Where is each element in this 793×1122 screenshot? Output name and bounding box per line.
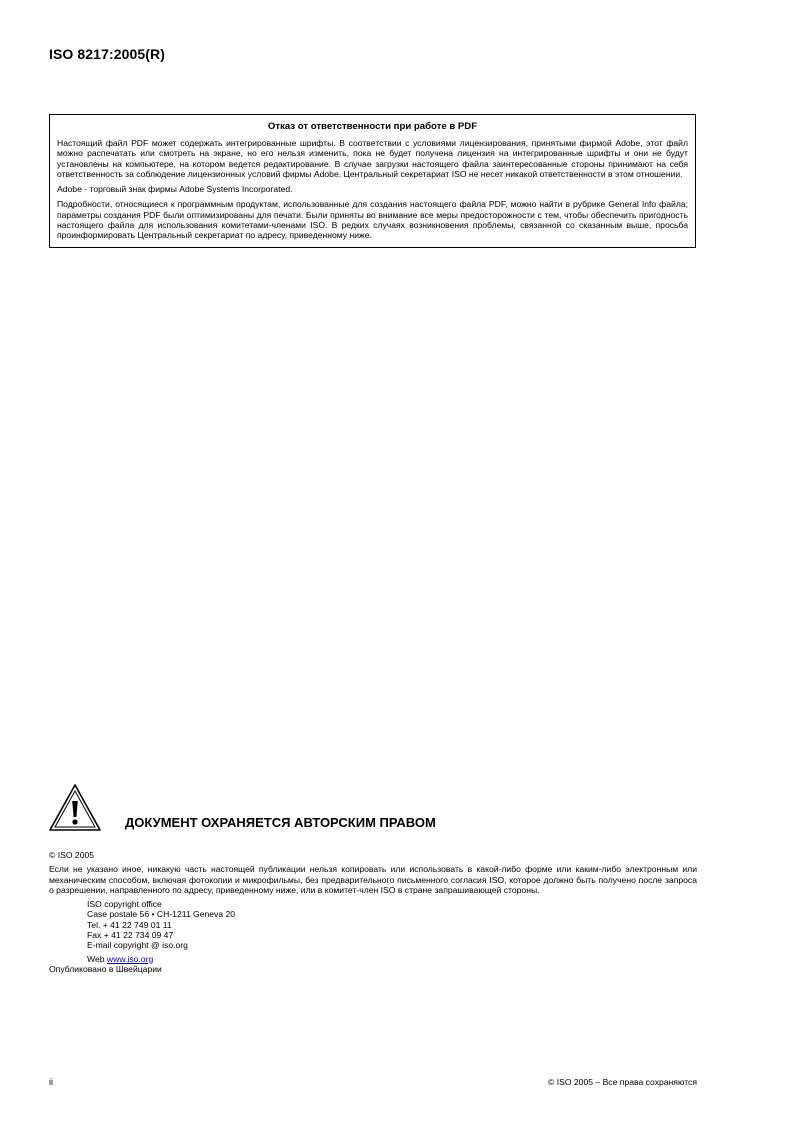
disclaimer-paragraph-details: Подробности, относящиеся к программным продуктам, использованные для создания настоящего файла PDF, можно найти в рубрике General Info файла; параметры создания PDF были оптимизированы для печати. Были приняты во внимание все меры предосторожности с тем, чтобы обеспечить пригодность настоящего файла для использования комитетами-членами ISO. В редких случаях возникновения проблемы, связанной со сказанным выше, просьба проинформировать Центральный секретариат по адресу, приведенному ниже. <box>57 199 688 241</box>
iso-address <box>87 899 697 964</box>
copyright-notice: © ISO 2005 <box>49 850 95 860</box>
disclaimer-paragraph-trademark: Adobe - торговый знак фирмы Adobe Systems Incorporated. <box>57 184 293 195</box>
address-postal: Case postale 56 • CH-1211 Geneva 20 <box>87 909 236 920</box>
pdf-disclaimer-box <box>49 114 696 248</box>
address-fax: Fax + 41 22 734 09 47 <box>87 930 174 941</box>
warning-triangle-icon <box>49 784 101 832</box>
address-tel: Tel. + 41 22 749 01 11 <box>87 919 172 930</box>
disclaimer-title: Отказ от ответственности при работе в PDF <box>267 121 478 132</box>
copyright-body: Если не указано иное, никакую часть настоящей публикации нельзя копировать или использовать в какой-либо форме или каким-либо электронным или механическим способом, включая фотокопии и микрофильмы, без предварительного письменного согласия ISO, которое должно быть получено после запроса о разрешении, направленного по адресу, приведенному ниже, или в комитет-член ISO в стране запрашивающей стороны. <box>49 864 697 895</box>
address-web <box>87 954 697 964</box>
copyright-section <box>49 850 697 974</box>
footer-rights: © ISO 2005 – Все права сохраняются <box>547 1077 697 1087</box>
disclaimer-paragraph-fonts: Настоящий файл PDF может содержать интегрированные шрифты. В соответствии с условиями лицензирования, принятыми фирмой Adobe, этот файл можно распечатать или смотреть на экране, но его нельзя изменить, пока не будет получена лицензия на интегрированные шрифты и они не будут установлены на компьютере, на котором ведется редактирование. В случае загрузки настоящего файла заинтересованные стороны принимают на себя ответственность за соблюдение лицензионных условий фирмы Adobe. Центральный секретариат ISO не несет никакой ответственности в этом отношении. <box>57 138 688 179</box>
address-email: E-mail copyright @ iso.org <box>87 940 188 951</box>
document-code: ISO 8217:2005(R) <box>49 46 165 62</box>
iso-website-link[interactable]: www.iso.org <box>106 953 154 964</box>
published-in: Опубликовано в Швейцарии <box>49 963 162 974</box>
copyright-warning <box>49 784 697 832</box>
web-label: Web <box>87 953 107 964</box>
copyright-heading: ДОКУМЕНТ ОХРАНЯЕТСЯ АВТОРСКИМ ПРАВОМ <box>125 815 436 830</box>
page-number: ii <box>49 1077 53 1087</box>
address-office: ISO copyright office <box>87 899 162 910</box>
